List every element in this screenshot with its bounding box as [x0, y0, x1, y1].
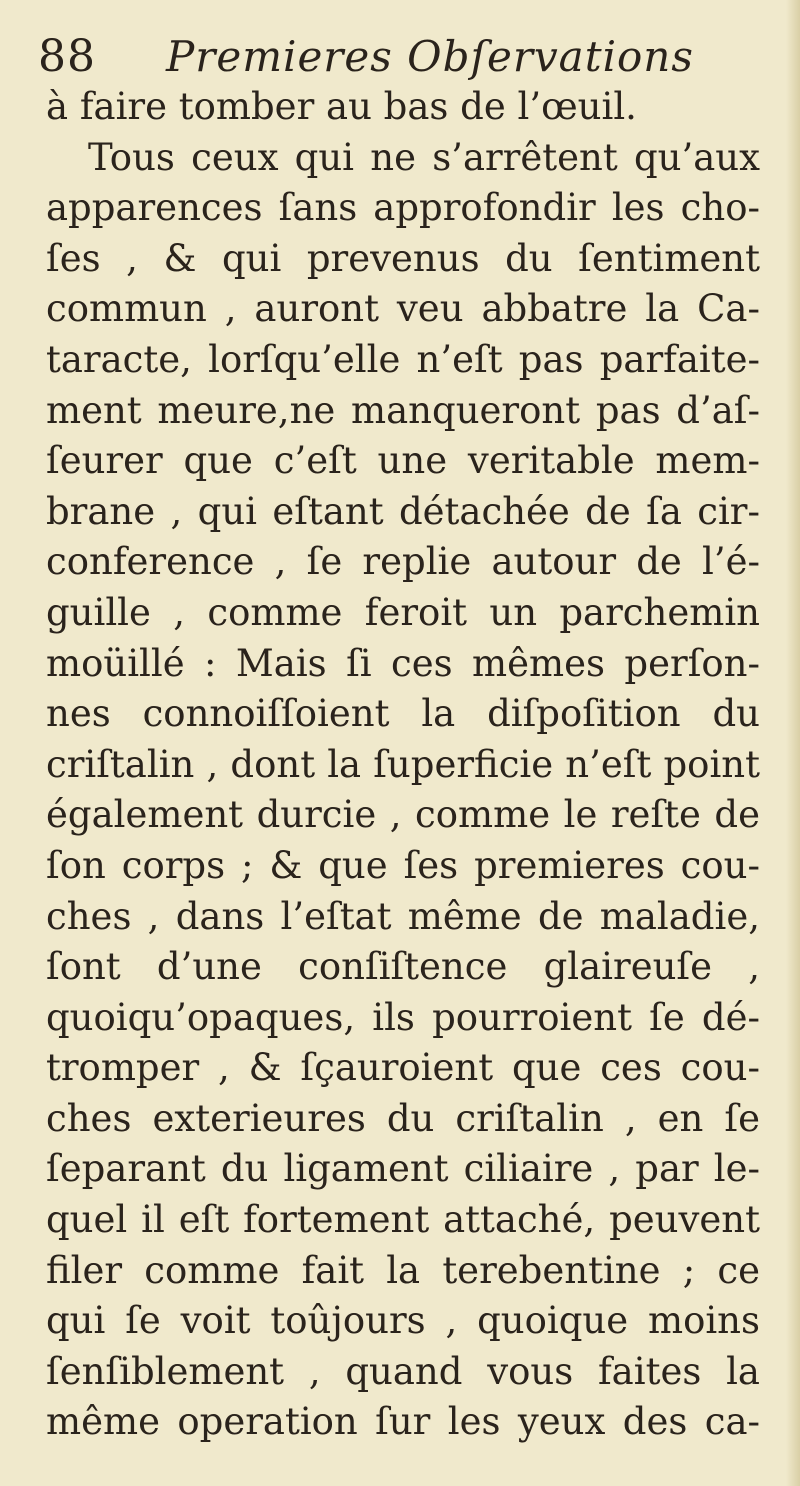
- text-line: nes connoiſſoient la diſpoſition du: [46, 692, 760, 736]
- text-line: ſenſiblement , quand vous faites la: [46, 1349, 760, 1393]
- body-text: [46, 82, 760, 1448]
- text-line: ment meure,ne manqueront pas d’aſ-: [46, 388, 760, 432]
- text-line: filer comme fait la terebentine ; ce: [46, 1248, 760, 1292]
- text-line: ſes , & qui prevenus du ſentiment: [46, 236, 760, 280]
- text-line: quel il eſt fortement attaché, peuvent: [46, 1198, 760, 1242]
- page-header: [38, 26, 778, 88]
- text-line: taracte, lorſqu’elle n’eſt pas parfaite-: [46, 337, 760, 381]
- text-line: moüillé : Mais ſi ces mêmes perſon-: [46, 641, 760, 685]
- text-line: tromper , & ſçauroient que ces cou-: [46, 1046, 760, 1090]
- text-line: également durcie , comme le reſte de: [46, 793, 760, 837]
- running-head: Premieres Obſervations: [166, 32, 694, 81]
- text-line: ches exterieures du criſtalin , en ſe: [46, 1096, 760, 1140]
- text-line: ches , dans l’eſtat même de maladie,: [46, 894, 760, 938]
- text-line: à faire tomber au bas de l’œuil.: [46, 85, 637, 128]
- text-line: apparences ſans approfondir les cho-: [46, 186, 760, 230]
- text-line: Tous ceux qui ne s’arrêtent qu’aux: [88, 135, 760, 179]
- text-line: brane , qui eſtant détachée de ſa cir-: [46, 489, 760, 533]
- text-line: conference , ſe replie autour de l’é-: [46, 540, 760, 584]
- text-line: guille , comme feroit un parchemin: [46, 590, 760, 634]
- text-line: ſeurer que c’eſt une veritable mem-: [46, 439, 760, 483]
- text-line: criſtalin , dont la ſuperficie n’eſt point: [46, 742, 760, 786]
- text-line: qui ſe voit toûjours , quoique moins: [46, 1299, 760, 1343]
- text-line: même operation ſur les yeux des ca-: [46, 1400, 760, 1444]
- text-line: ſont d’une conſiſtence glaireuſe ,: [46, 945, 760, 989]
- page-edge-shadow: [786, 0, 800, 1486]
- text-line: quoiqu’opaques, ils pourroient ſe dé-: [46, 995, 760, 1039]
- text-line: ſeparant du ligament ciliaire , par le-: [46, 1147, 760, 1191]
- text-line: commun , auront veu abbatre la Ca-: [46, 287, 760, 331]
- page-number: 88: [38, 31, 96, 82]
- text-line: ſon corps ; & que ſes premieres cou-: [46, 843, 760, 887]
